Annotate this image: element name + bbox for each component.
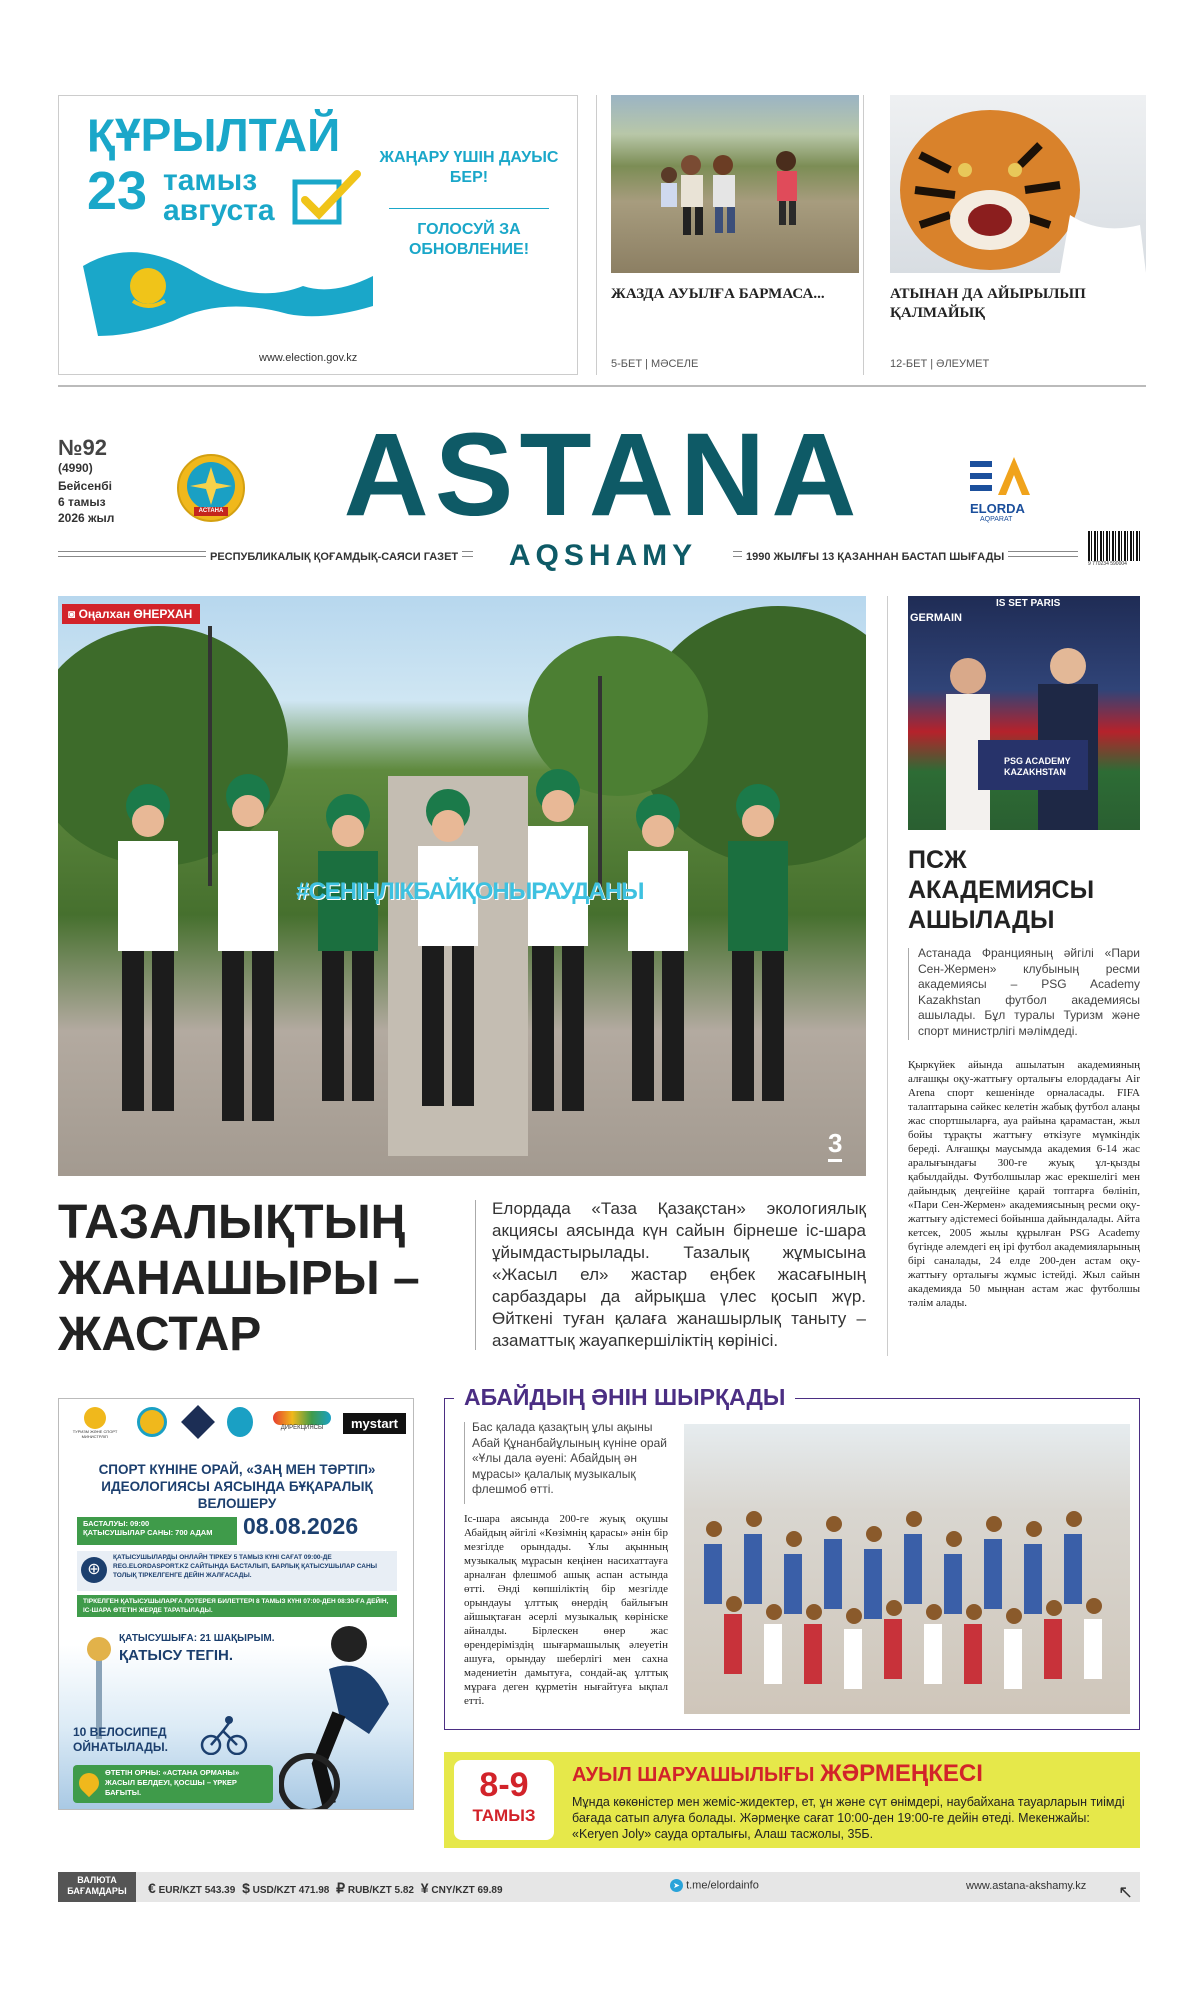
photo-banner: #СЕНІҢЛІКБАЙҚОНЫРАУДАНЫ <box>296 878 644 905</box>
vote-ru: ГОЛОСУЙ ЗА ОБНОВЛЕНИЕ! <box>408 221 530 258</box>
teaser-2-photo <box>890 95 1146 273</box>
dollar-icon: $ <box>242 1880 250 1896</box>
emblem-label: АСТАНА <box>198 508 224 514</box>
direction-logo-text: ДИРЕКЦИЯСЫ <box>280 1425 324 1431</box>
fair-date-box <box>454 1760 554 1840</box>
psg-shirt-text: PSG ACADEMY KAZAKHSTAN <box>1004 756 1071 777</box>
fair-title-2: ЖӘРМЕҢКЕСІ <box>820 1760 983 1787</box>
barcode-number: 9 770234 590004 <box>1088 561 1127 567</box>
fair-title <box>572 1760 983 1788</box>
psg-people-illustration <box>908 636 1140 830</box>
police-logo-icon <box>181 1405 215 1439</box>
psg-headline-3: АШЫЛАДЫ <box>908 906 1055 934</box>
usd-label: USD/KZT <box>252 1885 296 1896</box>
masthead-title: ASTANA <box>343 409 863 541</box>
psg-headline-1: ПСЖ <box>908 846 967 874</box>
fair-dates: 8-9 <box>479 1766 529 1804</box>
abai-photo <box>684 1424 1130 1714</box>
kurultai-title: ҚҰРЫЛТАЙ <box>87 109 341 161</box>
flag-ribbon-icon <box>73 226 373 346</box>
small-cyclist-icon <box>199 1715 249 1755</box>
election-site[interactable]: www.election.gov.kz <box>259 352 358 364</box>
footer-site[interactable]: www.astana-akshamy.kz <box>966 1880 1087 1892</box>
velo-date: 08.08.2026 <box>243 1513 359 1539</box>
baiterek-tower-icon <box>79 1629 119 1739</box>
issue-weekday: Бейсенбі <box>58 479 113 493</box>
elorda-logo <box>970 455 1050 535</box>
abai-headline: АБАЙДЫҢ ӘНІН ШЫРҚАДЫ <box>454 1384 795 1411</box>
location-pin-icon <box>75 1769 103 1797</box>
elorda-sub: AQPARAT <box>980 516 1013 523</box>
masthead <box>58 409 1146 585</box>
main-headline-1: ТАЗАЛЫҚТЫҢ <box>58 1196 406 1249</box>
main-lead: Елордада «Таза Қазақстан» экологиялық акциясы аясында күн сайын бірнеше іс-шара ұйымдастырылады. Тазалық жұмысына «Жасыл ел» жастар еңбек жасағының сарбаздары да айрықша үлес қосып жүр. Өйткені туған қалаға жанашырлық таныту – азаматтық жауапкершіліктің көрінісі. <box>492 1199 866 1350</box>
psg-lead: Астанада Францияның әйгілі «Пари Сен-Жермен» клубының ресми академиясы – PSG Academy Kazakhstan футбол академиясы ашылады. Бұл туралы Туризм және спорт министрлігі мәлімдеді. <box>918 946 1140 1038</box>
psg-photo <box>908 596 1140 830</box>
kurultai-ad[interactable] <box>58 95 578 375</box>
camera-icon: ◙ <box>68 607 79 621</box>
cny-label: CNY/KZT <box>431 1885 475 1896</box>
rub-rate: 5.82 <box>394 1885 414 1896</box>
velo-venue: ӨТЕТІН ОРНЫ: «АСТАНА ОРМАНЫ» ЖАСЫЛ БЕЛДЕУІ, ҚОСШЫ – ҮРКЕР БАҒЫТЫ. <box>105 1768 240 1797</box>
psg-sign-2: IS SET PARIS <box>996 598 1061 609</box>
masthead-subtitle: AQSHAMY <box>508 539 698 572</box>
velo-title: СПОРТ КҮНІНЕ ОРАЙ, «ЗАҢ МЕН ТӘРТІП» ИДЕОЛОГИЯСЫ АЯСЫНДА БҰҚАРАЛЫҚ ВЕЛОШЕРУ <box>98 1462 376 1511</box>
psg-sign-1: GERMAIN <box>910 612 962 624</box>
teaser-1-photo <box>611 95 859 273</box>
teaser-2-ref: 12-БЕТ | ӘЛЕУМЕТ <box>890 358 990 370</box>
cyclist-illustration <box>279 1614 414 1810</box>
psg-body: Қыркүйек айында ашылатын академияның алғашқы оқу-жаттығу орталығы елордадағы Air Arena спорт кешенінде орналасады. FIFA талаптарына сәйкес келетін жабық футбол алаңы жас спортшыларға, ауа райына қарамастан, жыл бойы тұрақты жаттығу өткізуге мүмкіндік береді. Алғашқы маусымда академия 6-14 жас аралығындағы 300-ге жуық ұл-қызды қабылдайды. Футболшылар жас ерекшелігі мен дайындық деңгейіне қарай топтарға бөлініп, «Пари Сен-Жермен» академиясының ресми оқу-жаттығу әдістемесі бойынша дайындалады. Айта кетсек, 2005 жылы құрылған PSG Academy бүгінде әлемдегі ең ірі футбол академияларының бірі саналады, 24 елде 200-ден астам оқу-жаттығу орталығы жұмыс істейді. Жыл сайын академияда 50 мыңнан астам жас футболшы тәлім алады. <box>908 1059 1140 1309</box>
direction-logo-icon <box>273 1411 331 1425</box>
ministry-logo <box>67 1407 123 1439</box>
teaser-2-section: ӘЛЕУМЕТ <box>936 358 990 370</box>
photo-credit <box>62 604 200 624</box>
barcode-bars <box>1088 531 1142 561</box>
issue-number: №92 <box>58 435 107 460</box>
teaser-1-section: МӘСЕЛЕ <box>651 358 699 370</box>
tiger-illustration <box>890 95 1146 273</box>
issue-total: (4990) <box>58 461 93 475</box>
abai-lead: Бас қалада қазақтың ұлы ақыны Абай Құнанбайұлының күніне орай «Ұлы дала әуені: Абайдың ән мұрасы» қалалық музыкалық флешмоб өтті. <box>472 1420 667 1496</box>
psg-lead-rule <box>908 948 909 1040</box>
velo-ad[interactable] <box>58 1398 414 1810</box>
telegram-handle: t.me/elordainfo <box>686 1879 759 1892</box>
top-strip <box>58 95 1146 385</box>
velo-venue-box <box>73 1765 273 1803</box>
eur-rate: 543.39 <box>204 1885 236 1896</box>
kurultai-date-ru: августа <box>163 194 275 227</box>
abai-body: Іс-шара аясында 200-ге жуық оқушы Абайдың әйгілі «Көзімнің қарасы» әнін бір мезгілде орындады. Ұлы ақынның музыкалық мұрасын кеңінен насихаттауға арналған флешмоб ашық аспан астында өтті. Әнді көпшіліктің бір мезгілде орындауы ұлттық өнердің байлығын айшықтаған әсерлі музыкалық көрініске айналды. Бірлескен өнер жас өрендеріміздің шығармашылық әлеуетін ашуға, орындау шеберлігі мен сахна мәдениетін дамытуға, сондай-ақ ұлттық мұраға деген құрметін нығайтуға ықпал етті. <box>464 1513 668 1707</box>
euro-icon: € <box>148 1880 156 1896</box>
cursor-icon: ↖ <box>1118 1882 1134 1902</box>
usd-rate: 471.98 <box>298 1885 330 1896</box>
top-divider <box>58 385 1146 387</box>
teaser-2-page: 12-БЕТ <box>890 358 928 370</box>
elorda-name: ELORDA <box>970 501 1025 516</box>
velo-bikes: 10 ВЕЛОСИПЕД ОЙНАТЫЛАДЫ. <box>73 1725 168 1754</box>
photo-number: 3 <box>828 1128 842 1162</box>
teaser-1-ref: 5-БЕТ | МӘСЕЛЕ <box>611 358 699 370</box>
teaser-1-title: ЖАЗДА АУЫЛҒА БАРМАСА... <box>611 286 825 302</box>
direction-logo <box>273 1411 331 1431</box>
currency-rates <box>148 1880 503 1897</box>
teaser-2-title: АТЫНАН ДА АЙЫРЫЛЫП ҚАЛМАЙЫҚ <box>890 286 1086 321</box>
kids-running-illustration <box>611 95 859 273</box>
musicians-illustration <box>684 1424 1130 1714</box>
main-photo <box>58 596 866 1176</box>
rub-label: RUB/KZT <box>347 1885 392 1896</box>
checkbox-icon <box>291 168 363 228</box>
velo-prizes: ҚАТЫСУШЫҒА: 21 ШАҚЫРЫМ. <box>119 1633 275 1644</box>
people-group <box>98 766 838 1146</box>
fair-title-1: АУЫЛ ШАРУАШЫЛЫҒЫ <box>572 1764 815 1786</box>
velo-participants: ҚАТЫСУШЫЛАР САНЫ: 700 АДАМ <box>83 1528 213 1537</box>
main-headline-3: ЖАСТАР <box>58 1308 262 1361</box>
tagline-left: РЕСПУБЛИКАЛЫҚ ҚОҒАМДЫҚ-САЯСИ ГАЗЕТ <box>206 551 462 563</box>
velo-start-box <box>77 1517 237 1545</box>
akimat-logo-icon <box>137 1407 167 1437</box>
teaser-1-page: 5-БЕТ <box>611 358 643 370</box>
side-column-rule <box>887 596 888 1356</box>
vote-divider <box>389 208 549 209</box>
teaser-2[interactable] <box>890 95 1146 375</box>
vote-kz: ЖАҢАРУ ҮШІН ДАУЫС БЕР! <box>379 149 559 186</box>
velo-registration[interactable]: ҚАТЫСУШЫЛАРДЫ ОНЛАЙН ТІРКЕУ 5 ТАМЫЗ КҮНІ САҒАТ 09:00-ДЕ REG.ELORDASPORT.KZ САЙТЫНДА БАСТАЛЫП, БАРЛЫҚ ҚАТЫСУШЫЛАР САНЫ ТОЛЫҚ ТІРКЕЛГЕНГЕ ДЕЙІН ЖАЛҒАСАДЫ. <box>113 1554 378 1579</box>
fair-banner[interactable] <box>444 1752 1140 1848</box>
barcode <box>1088 531 1142 571</box>
velo-lottery: ТІРКЕЛГЕН ҚАТЫСУШЫЛАРҒА ЛОТЕРЕЯ БИЛЕТТЕРІ 8 ТАМЫЗ КҮНІ 07:00-ДЕН 08:30-ҒА ДЕЙІН, ІС-ШАРА ӨТЕТІН ЖЕРДЕ ТАРАТЫЛАДЫ. <box>77 1595 397 1617</box>
mystart-logo: mystart <box>343 1413 406 1434</box>
astana-emblem <box>176 453 246 523</box>
telegram-icon: ➤ <box>670 1879 683 1892</box>
cny-rate: 69.89 <box>477 1885 503 1896</box>
kurultai-date-kz: тамыз <box>163 164 258 197</box>
main-lead-rule <box>475 1200 476 1350</box>
kurultai-date-num: 23 <box>87 161 148 221</box>
eur-label: EUR/KZT <box>158 1885 202 1896</box>
ministry-logo-icon <box>84 1407 106 1429</box>
yuan-icon: ¥ <box>420 1880 429 1896</box>
sport-logo-icon <box>227 1407 253 1437</box>
tagline-right: 1990 ЖЫЛҒЫ 13 ҚАЗАННАН БАСТАП ШЫҒАДЫ <box>742 551 1008 563</box>
fair-month: ТАМЫЗ <box>472 1806 536 1825</box>
telegram-link[interactable] <box>670 1879 759 1892</box>
people-figures <box>98 766 838 1146</box>
elorda-icon <box>970 455 1030 499</box>
main-headline <box>58 1195 458 1363</box>
fair-text: Мұнда көкөністер мен жеміс-жидектер, ет, ұн және сүт өнімдері, наубайхана тауарларын тиімді бағада сатып алуға болады. Жәрмеңке сағат 10:00-ден 19:00-ге дейін өтеді. Мекенжайы: «Keryen Joly» сауда орталығы, Алаш тасжолы, 35Б. <box>572 1795 1125 1841</box>
issue-year: 2026 жыл <box>58 511 115 525</box>
main-headline-2: ЖАНАШЫРЫ – <box>58 1252 420 1305</box>
velo-free: ҚАТЫСУ ТЕГІН. <box>119 1647 234 1664</box>
psg-headline-2: АКАДЕМИЯСЫ <box>908 876 1095 904</box>
ruble-icon: ₽ <box>336 1880 346 1896</box>
footer-bar <box>58 1872 1140 1902</box>
velo-logos <box>67 1407 407 1451</box>
psg-headline <box>908 845 1140 935</box>
velo-start: БАСТАЛУЫ: 09:00 <box>83 1519 150 1528</box>
teaser-1[interactable] <box>596 95 864 375</box>
globe-icon: ⊕ <box>81 1557 107 1583</box>
abai-lead-rule <box>464 1422 465 1504</box>
ministry-logo-text: ТУРИЗМ ЖӘНЕ СПОРТ МИНИСТРЛІГІ <box>72 1429 118 1439</box>
photo-credit-name: Оңалхан ӨНЕРХАН <box>78 607 193 621</box>
currency-label: ВАЛЮТА БАҒАМДАРЫ <box>58 1872 136 1902</box>
velo-reg-box <box>77 1551 397 1591</box>
issue-date: 6 тамыз <box>58 495 106 509</box>
